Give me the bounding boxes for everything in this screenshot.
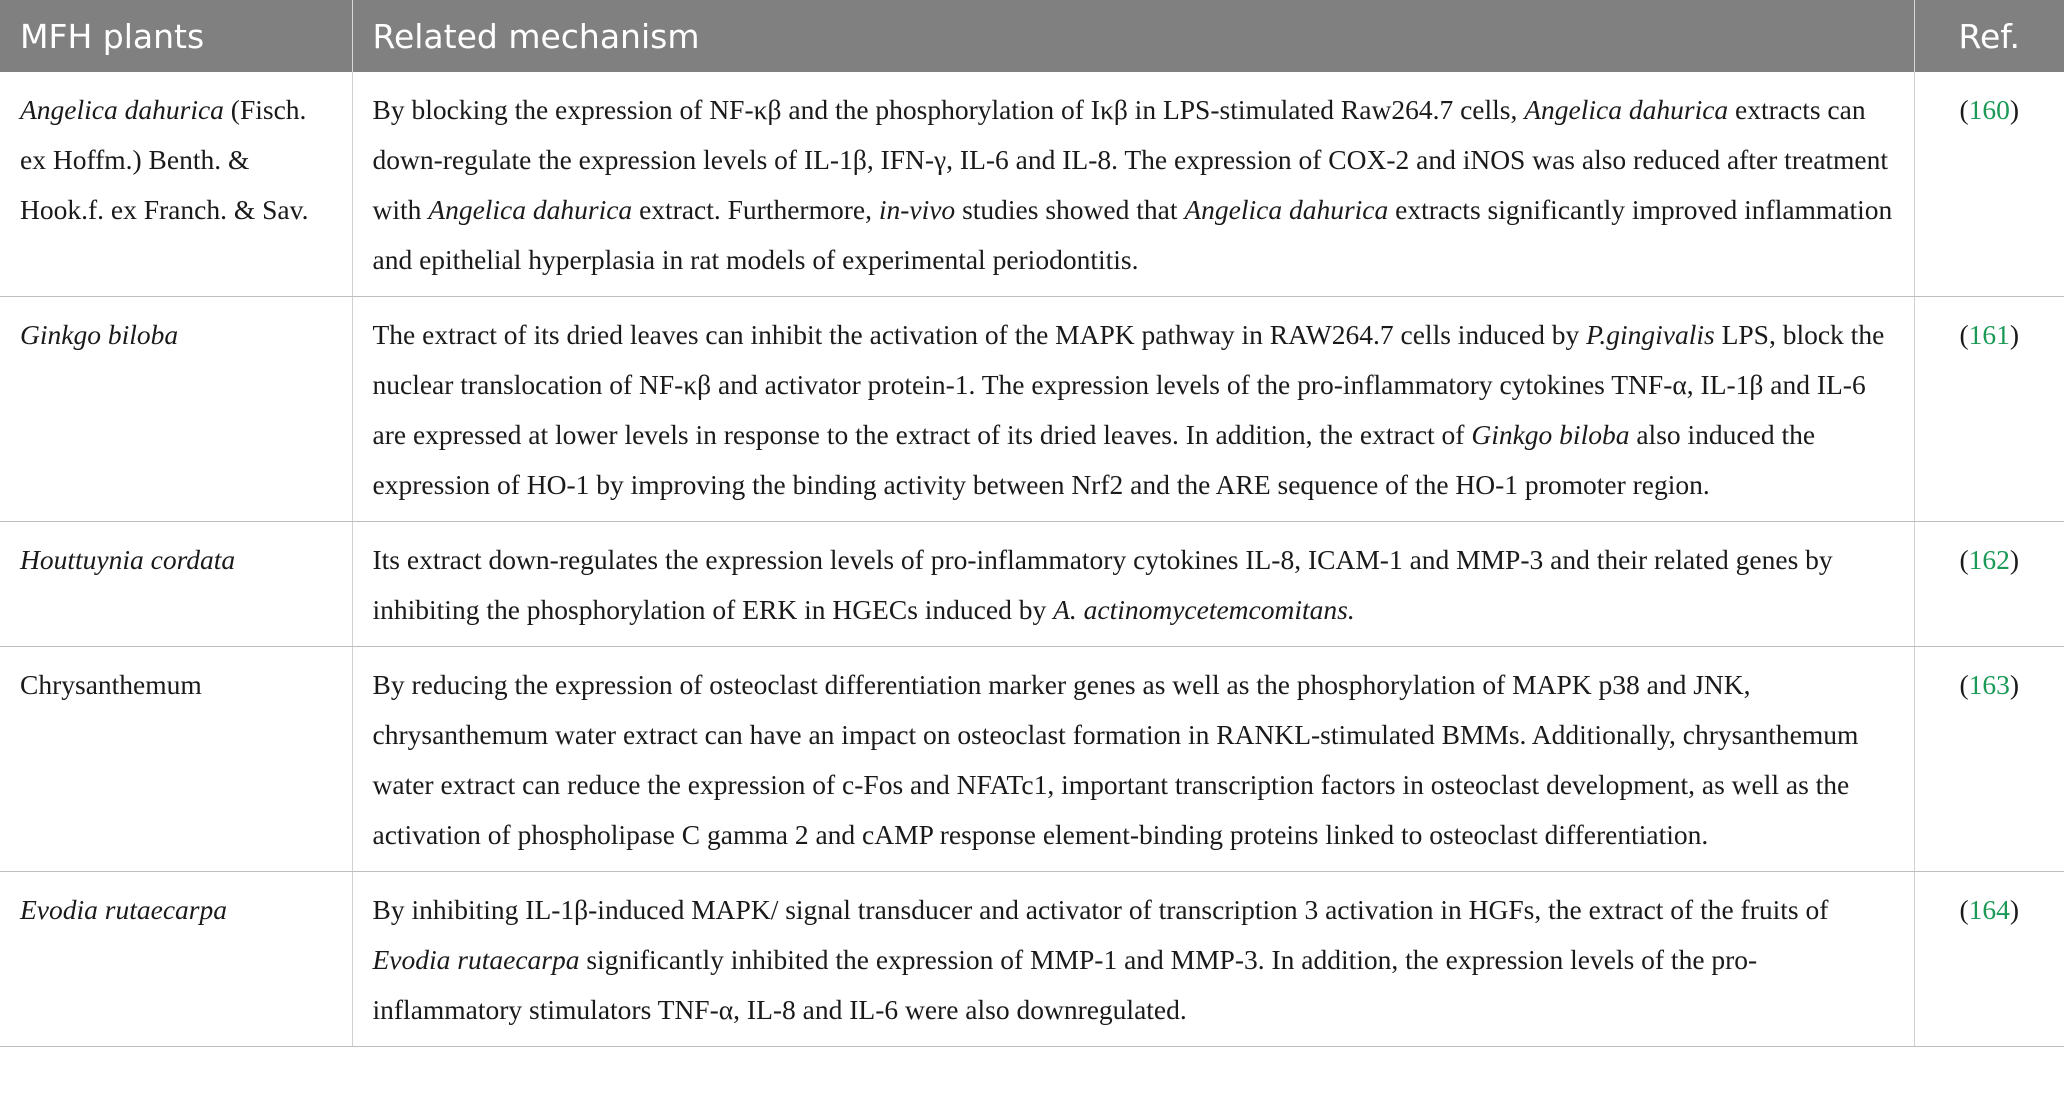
mechanism-text: By reducing the expression of osteoclast differentiation marker genes as well as the phosphorylation of MAPK p38 and JNK, chrysanthemum water extract can have an impact on osteoclast formation in RANKL-stimulated BMMs. Additionally, chrysanthemum water extract can reduce the expression of c-Fos and NFATc1, important transcription factors in osteoclast development, as well as the activation of phospholipase C gamma 2 and cAMP response element-binding proteins linked to osteoclast differentiation. [372,669,1859,850]
ref-cell: (163) [1914,647,2064,872]
ref-cell: (164) [1914,872,2064,1047]
table-row [0,72,2064,297]
mechanism-text: By inhibiting IL-1β-induced MAPK/ signal transducer and activator of transcription 3 activation in HGFs, the extract of the fruits of [372,894,1829,925]
mechanism-cell [352,522,1914,647]
ref-cell: (160) [1914,72,2064,297]
mechanism-text: Angelica dahurica [1184,194,1389,225]
mechanism-text: Its extract down-regulates the expression levels of pro-inflammatory cytokines IL-8, ICAM-1 and MMP-3 and their related genes by inhibiting the phosphorylation of ERK in HGECs induced by [372,544,1833,625]
mechanism-text: significantly inhibited the expression of MMP-1 and MMP-3. In addition, the expression levels of the pro-inflammatory stimulators TNF-α, IL-8 and IL-6 were also downregulated. [372,944,1758,1025]
reference-link[interactable]: 162 [1968,544,2010,575]
mechanism-text: extracts can down-regulate the expression levels of IL-1β, IFN-γ, IL-6 and IL-8. The expression of COX-2 and iNOS was also reduced after treatment with [372,94,1889,225]
mechanism-text: studies showed that [955,194,1185,225]
ref-cell: (161) [1914,297,2064,522]
ref-cell: (162) [1914,522,2064,647]
mechanism-text: Ginkgo biloba [1471,419,1630,450]
mechanism-cell [352,72,1914,297]
mechanism-text: LPS, block the nuclear translocation of NF-κβ and activator protein-1. The expression levels of the pro-inflammatory cytokines TNF-α, IL-1β and IL-6 are expressed at lower levels in response to the extract of its dried leaves. In addition, the extract of [372,319,1885,450]
header-mfh-plants: MFH plants [0,0,352,72]
mechanism-cell [352,872,1914,1047]
mechanism-text: P.gingivalis [1586,319,1715,350]
table-row [0,522,2064,647]
plant-name-cell [0,297,352,522]
mechanism-text: Evodia rutaecarpa [372,944,580,975]
reference-link[interactable]: 163 [1968,669,2010,700]
plant-name-text: Houttuynia cordata [20,544,236,575]
plant-name-text: Evodia rutaecarpa [20,894,227,925]
plant-name-text: Ginkgo biloba [20,319,179,350]
plant-name-cell [0,647,352,872]
plant-name-text: Chrysanthemum [20,669,202,700]
mechanism-text: The extract of its dried leaves can inhibit the activation of the MAPK pathway in RAW264.7 cells induced by [372,319,1587,350]
header-ref: Ref. [1914,0,2064,72]
plant-name-cell [0,72,352,297]
mechanism-cell [352,647,1914,872]
table-row [0,647,2064,872]
table-body [0,72,2064,1047]
mechanism-text: By blocking the expression of NF-κβ and the phosphorylation of Iκβ in LPS-stimulated Raw264.7 cells, [372,94,1525,125]
table-header [0,0,2064,72]
mechanism-text: Angelica dahurica [428,194,633,225]
table-row [0,872,2064,1047]
mechanism-text: Angelica dahurica [1524,94,1729,125]
mechanism-cell [352,297,1914,522]
table-row [0,297,2064,522]
mechanism-text: extracts significantly improved inflammation and epithelial hyperplasia in rat models of experimental periodontitis. [372,194,1893,275]
plant-name-cell [0,522,352,647]
reference-link[interactable]: 160 [1968,94,2010,125]
mechanism-text: A. actinomycetemcomitans. [1053,594,1355,625]
header-related-mechanism: Related mechanism [352,0,1914,72]
reference-link[interactable]: 161 [1968,319,2010,350]
mechanism-text: also induced the expression of HO-1 by improving the binding activity between Nrf2 and the ARE sequence of the HO-1 promoter region. [372,419,1816,500]
plant-name-cell [0,872,352,1047]
plant-name-text: Angelica dahurica [20,94,224,125]
mechanism-text: in-vivo [878,194,956,225]
reference-link[interactable]: 164 [1968,894,2010,925]
header-row [0,0,2064,72]
plant-name-text: (Fisch. ex Hoffm.) Benth. & Hook.f. ex Franch. & Sav. [20,94,309,225]
mechanism-text: extract. Furthermore, [632,194,879,225]
